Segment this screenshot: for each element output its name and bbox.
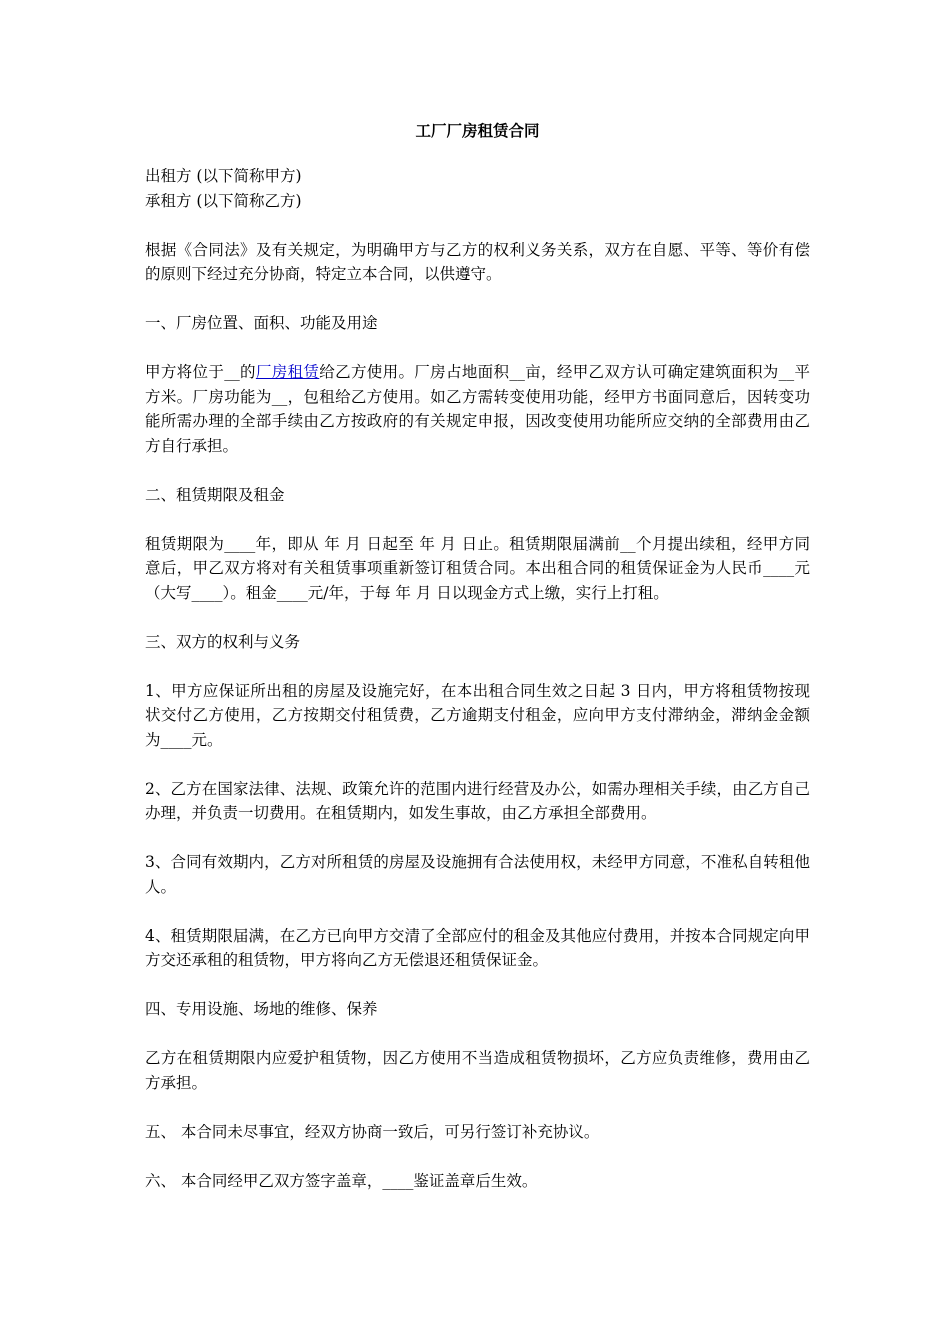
section-4-heading: 四、专用设施、场地的维修、保养 xyxy=(145,1000,378,1018)
section-2-body: 租赁期限为____年，即从 年 月 日起至 年 月 日止。租赁期限届满前__个月提出续租，经甲方同意后，甲乙双方将对有关租赁事项重新签订租赁合同。本出租合同的租赁保证金为人民币____元（大写____）。租金____元/年，于每 年 月 日以现金方式上缴，实行上打租。 xyxy=(145,534,810,602)
section-1-text-post: 给乙方使用。厂房占地面积__亩，经甲乙双方认可确定建筑面积为__平方米。厂房功能为__，包租给乙方使用。如乙方需转变使用功能，经甲方书面同意后，因转变功能所需办理的全部手续由乙方按政府的有关规定申报，因改变使用功能所应交纳的全部费用由乙方自行承担。 xyxy=(145,363,810,455)
lessor-line: 出租方 (以下简称甲方) xyxy=(145,167,302,185)
section-1-body xyxy=(145,360,810,458)
section-2-heading: 二、租赁期限及租金 xyxy=(145,485,285,504)
section-3-item-2: 2、乙方在国家法律、法规、政策允许的范围内进行经营及办公，如需办理相关手续，由乙方自己办理，并负责一切费用。在租赁期内，如发生事故，由乙方承担全部费用。 xyxy=(145,779,810,822)
section-5: 五、 本合同未尽事宜，经双方协商一致后，可另行签订补充协议。 xyxy=(145,1122,600,1141)
document-title: 工厂厂房租赁合同 xyxy=(415,122,540,140)
factory-rental-link[interactable]: 厂房租赁 xyxy=(255,363,320,381)
section-3-heading: 三、双方的权利与义务 xyxy=(145,632,301,651)
intro-paragraph: 根据《合同法》及有关规定，为明确甲方与乙方的权利义务关系，双方在自愿、平等、等价有偿的原则下经过充分协商，特定立本合同，以供遵守。 xyxy=(145,240,810,283)
lessee-line: 承租方 (以下简称乙方) xyxy=(145,191,302,210)
section-1-heading: 一、厂房位置、面积、功能及用途 xyxy=(145,314,378,332)
section-4-body: 乙方在租赁期限内应爱护租赁物，因乙方使用不当造成租赁物损坏，乙方应负责维修，费用由乙方承担。 xyxy=(145,1049,810,1092)
section-1-text-pre: 甲方将位于__的 xyxy=(145,363,256,381)
section-6: 六、 本合同经甲乙双方签字盖章，____鉴证盖章后生效。 xyxy=(145,1171,538,1190)
document-page xyxy=(145,119,810,1218)
section-3-item-1: 1、甲方应保证所出租的房屋及设施完好，在本出租合同生效之日起 3 日内，甲方将租赁物按现状交付乙方使用，乙方按期交付租赁费，乙方逾期支付租金，应向甲方支付滞纳金，滞纳金金额为____元。 xyxy=(145,681,810,749)
section-3-item-3: 3、合同有效期内，乙方对所租赁的房屋及设施拥有合法使用权，未经甲方同意，不准私自转租他人。 xyxy=(145,853,810,896)
section-3-item-4: 4、租赁期限届满，在乙方已向甲方交清了全部应付的租金及其他应付费用，并按本合同规定向甲方交还承租的租赁物，甲方将向乙方无偿退还租赁保证金。 xyxy=(145,926,810,969)
